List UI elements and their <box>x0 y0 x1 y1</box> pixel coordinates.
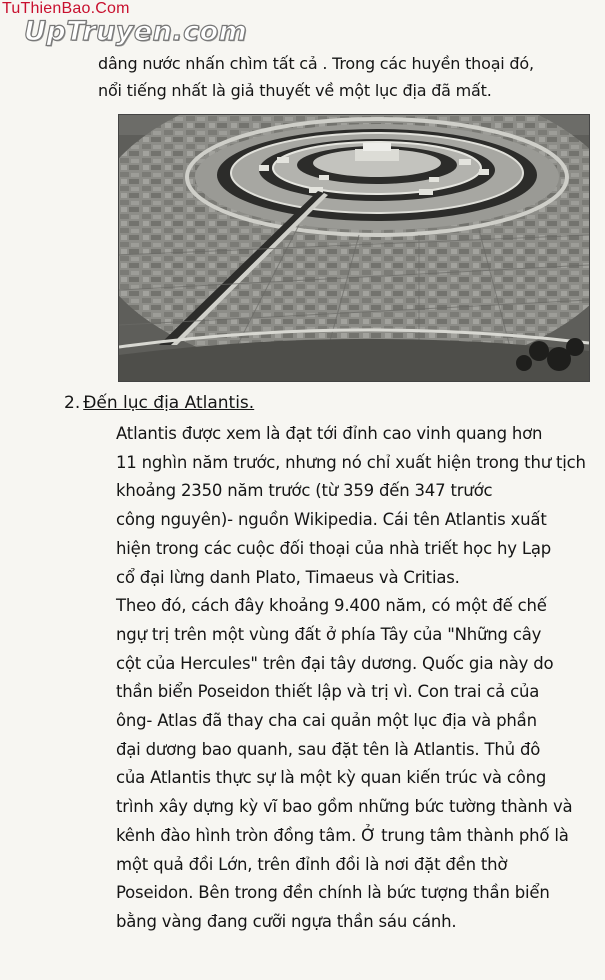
paragraph-line: 11 nghìn năm trước, nhưng nó chỉ xuất hiện trong thư tịch <box>116 452 586 472</box>
section-title: Đến lục địa Atlantis. <box>83 393 255 413</box>
paragraph-line: khoảng 2350 năm trước (từ 359 đến 347 trước <box>116 481 493 501</box>
section-number: 2. <box>64 393 81 413</box>
site-watermark-logo: UpTruyen.com <box>24 16 248 47</box>
paragraph-line: ngự trị trên một vùng đất ở phía Tây của "Những cây <box>116 624 542 644</box>
section-body <box>116 420 591 937</box>
paragraph-line: Theo đó, cách đây khoảng 9.400 năm, có một đế chế <box>116 596 547 616</box>
intro-line: dâng nước nhấn chìm tất cả . Trong các huyền thoại đó, <box>98 54 534 73</box>
paragraph-line: kênh đào hình tròn đồng tâm. Ở trung tâm thành phố là <box>116 825 569 845</box>
paragraph-line: cổ đại lừng danh Plato, Timaeus và Critias. <box>116 567 460 587</box>
paragraph-line: thần biển Poseidon thiết lập và trị vì. Con trai cả của <box>116 682 540 702</box>
paragraph-line: bằng vàng đang cưỡi ngựa thần sáu cánh. <box>116 911 457 931</box>
paragraph-line: ông- Atlas đã thay cha cai quản một lục địa và phần <box>116 711 537 731</box>
section-heading <box>64 390 254 417</box>
paragraph-line: Atlantis được xem là đạt tới đỉnh cao vinh quang hơn <box>116 424 543 443</box>
paragraph-line: hiện trong các cuộc đối thoại của nhà triết học hy Lạp <box>116 538 552 558</box>
paragraph-line: công nguyên)- nguồn Wikipedia. Cái tên Atlantis xuất <box>116 510 547 530</box>
intro-text <box>98 50 568 104</box>
paragraph-line: đại dương bao quanh, sau đặt tên là Atlantis. Thủ đô <box>116 739 541 759</box>
paragraph-line: một quả đồi Lớn, trên đỉnh đồi là nơi đặt đền thờ <box>116 854 508 874</box>
paragraph-line: cột của Hercules" trên đại tây dương. Quốc gia này do <box>116 653 554 673</box>
paragraph-line: Poseidon. Bên trong đền chính là bức tượng thần biển <box>116 883 550 903</box>
site-watermark-small: TuThienBao.Com <box>2 0 130 17</box>
intro-line: nổi tiếng nhất là giả thuyết về một lục địa đã mất. <box>98 81 492 100</box>
atlantis-city-drawing <box>119 115 589 381</box>
paragraph-line: trình xây dựng kỳ vĩ bao gồm những bức tường thành và <box>116 797 573 817</box>
atlantis-illustration <box>118 114 590 382</box>
paragraph-line: của Atlantis thực sự là một kỳ quan kiến trúc và công <box>116 768 547 788</box>
